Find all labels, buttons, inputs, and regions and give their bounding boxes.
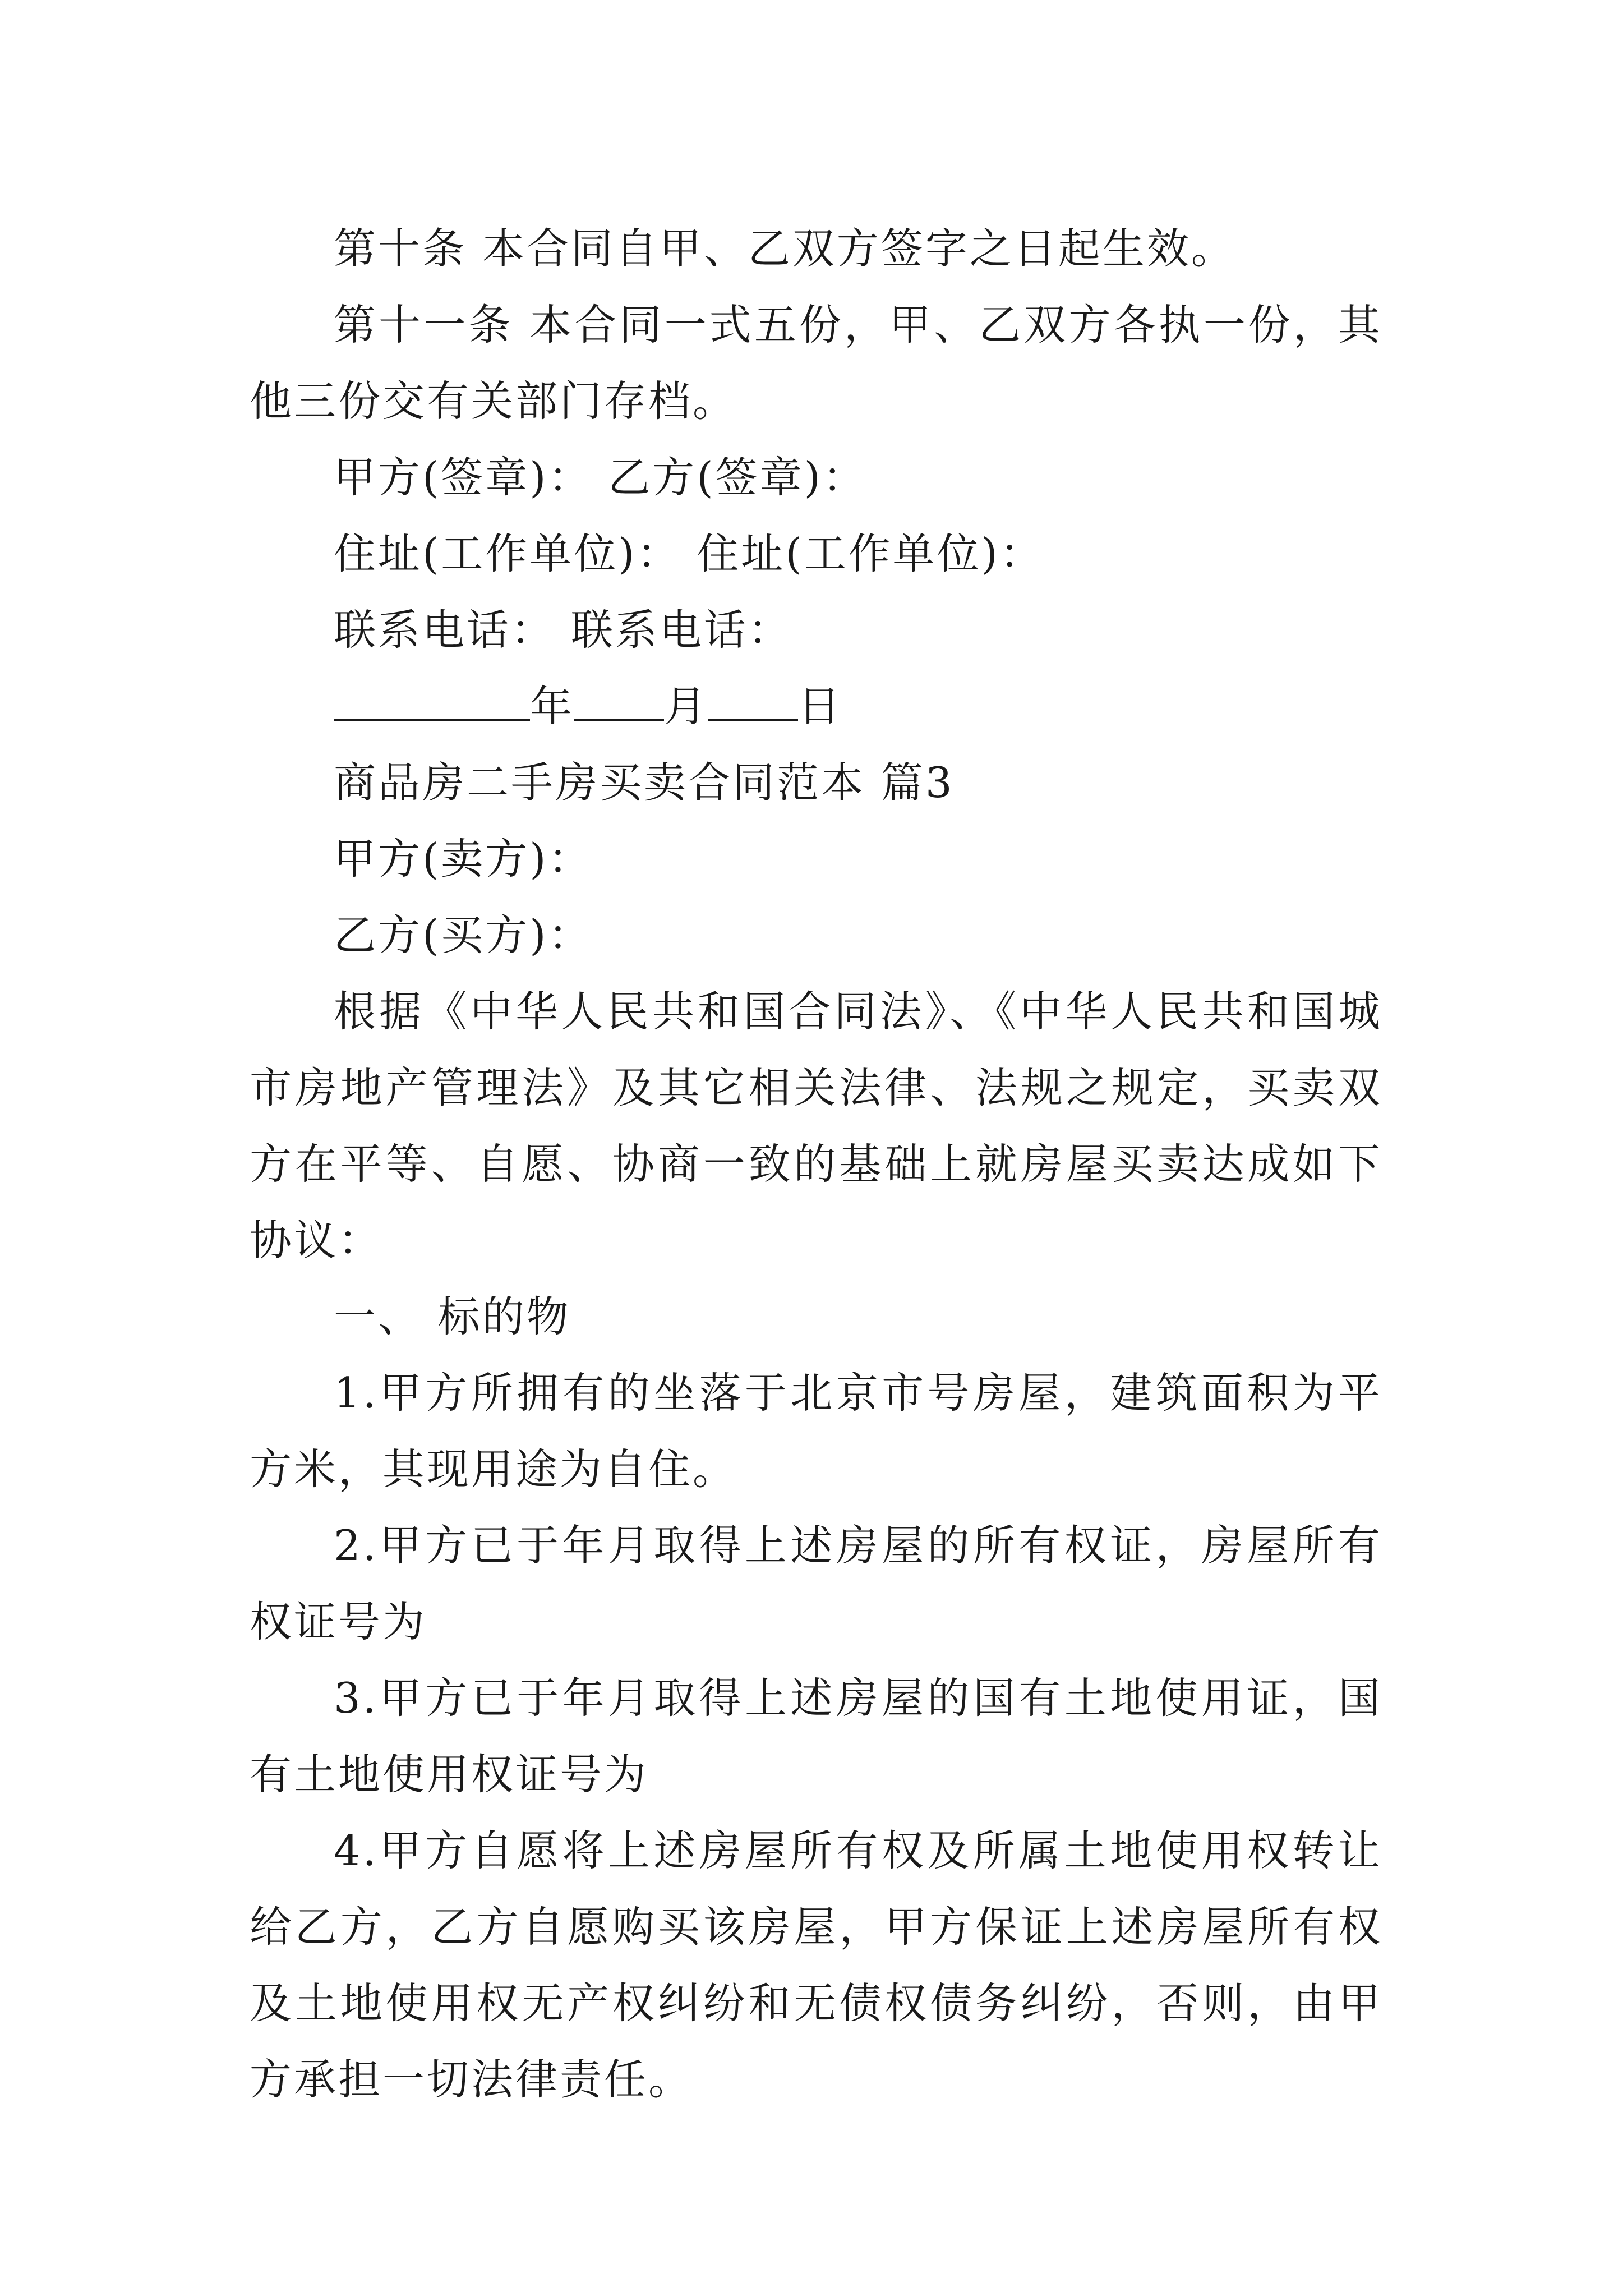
clause-item: 1.甲方所拥有的坐落于北京市号房屋，建筑面积为平方米，其现用途为自住。: [250, 1368, 1382, 1494]
day-blank: [708, 685, 798, 721]
article-eleven: 第十一条 本合同一式五份，甲、乙双方各执一份，其他三份交有关部门存档。: [250, 300, 1382, 426]
month-blank: [574, 685, 664, 721]
heading-subject-matter: 一、 标的物: [334, 1292, 571, 1341]
clause-item: 4.甲方自愿将上述房屋所有权及所属土地使用权转让给乙方，乙方自愿购买该房屋，甲方保证上述房屋所有权及土地使用权无产权纠纷和无债权债务纠纷，否则，由甲方承担一切法律责任。: [250, 1826, 1382, 2104]
month-label: 月: [664, 682, 709, 731]
day-label: 日: [798, 682, 843, 731]
party-b-buyer: 乙方(买方)：: [334, 910, 593, 960]
section-title: 商品房二手房买卖合同范本 篇3: [334, 758, 955, 807]
signature-line: 甲方(签章)： 乙方(签章)：: [334, 453, 867, 502]
document-body: [250, 210, 1382, 2118]
party-a-seller: 甲方(卖方)：: [334, 834, 593, 884]
article-ten: 第十条 本合同自甲、乙双方签字之日起生效。: [334, 224, 1235, 273]
address-line: 住址(工作单位)： 住址(工作单位)：: [334, 529, 1044, 578]
phone-line: 联系电话： 联系电话：: [334, 605, 792, 655]
preamble: 根据《中华人民共和国合同法》、《中华人民共和国城市房地产管理法》及其它相关法律、法规之规定，买卖双方在平等、自愿、协商一致的基础上就房屋买卖达成如下协议：: [250, 987, 1382, 1265]
clause-item: 2.甲方已于年月取得上述房屋的所有权证，房屋所有权证号为: [250, 1521, 1382, 1646]
year-blank: [334, 685, 530, 721]
year-label: 年: [530, 682, 575, 731]
date-line: [250, 668, 1382, 744]
clause-item: 3.甲方已于年月取得上述房屋的国有土地使用证，国有土地使用权证号为: [250, 1673, 1382, 1799]
